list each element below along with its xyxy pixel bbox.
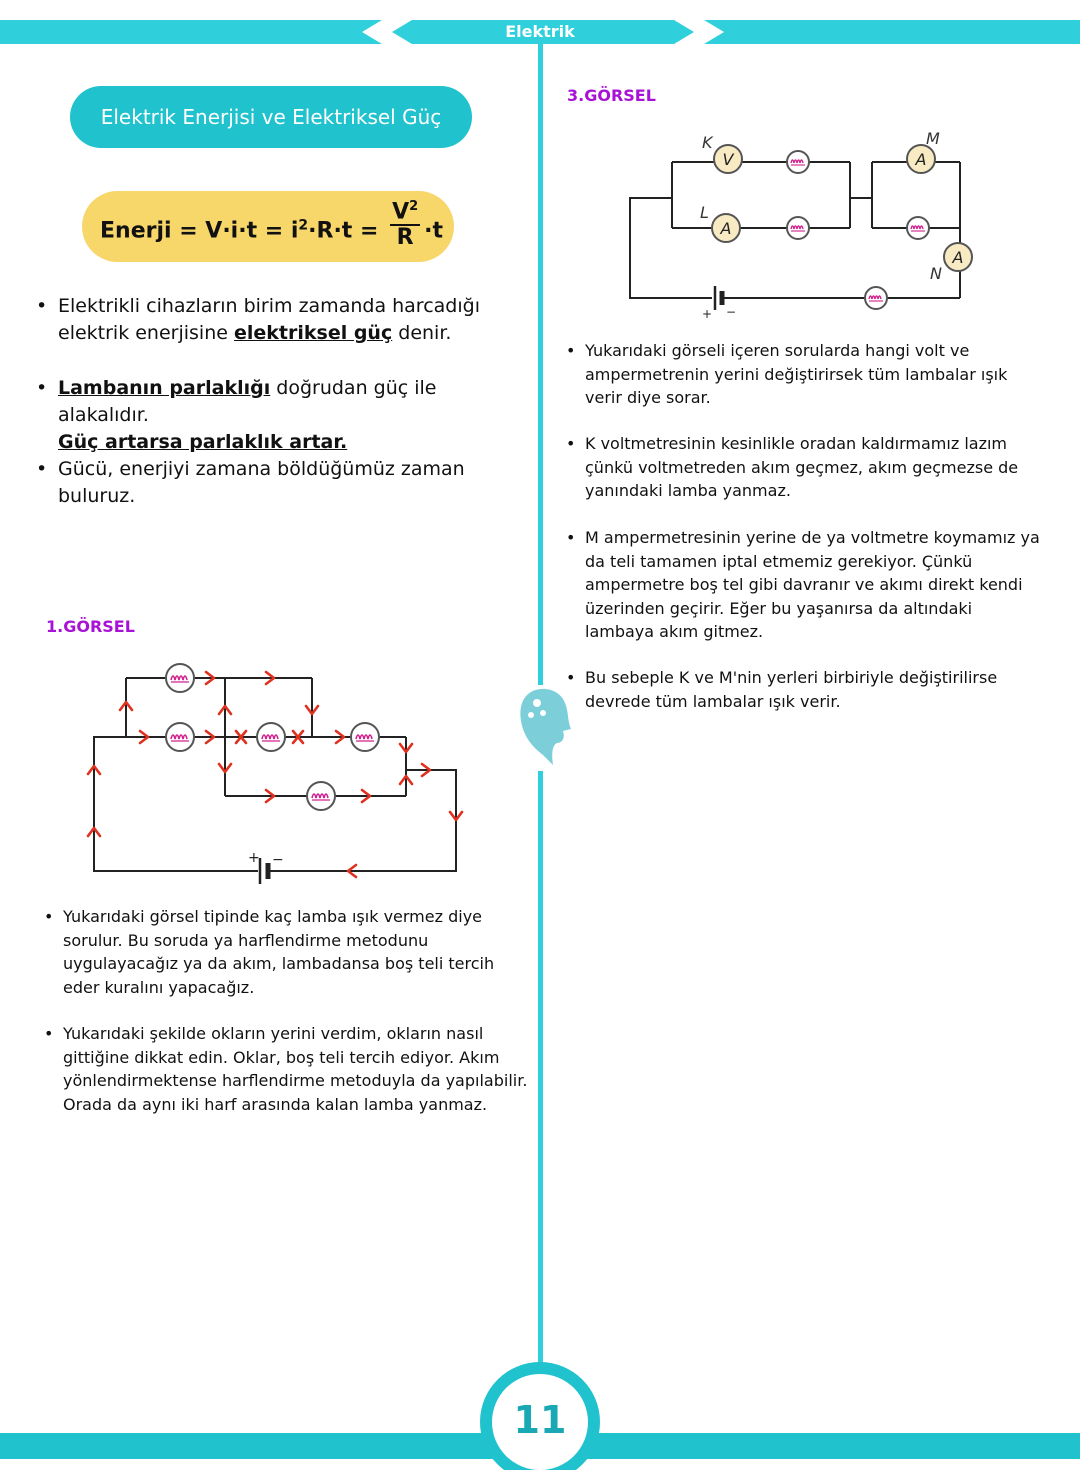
battery-plus: +	[248, 850, 260, 866]
lamp-2	[787, 217, 809, 239]
bullet-line: gittiğine dikkat edin. Oklar, boş teli tercih ediyor. Akım	[63, 1047, 500, 1067]
bullet-line: uygulayacağız ya da akım, lambadansa boş teli tercih	[63, 954, 495, 973]
fraction-denominator: R	[396, 225, 414, 251]
bullet-line: lambaya akım gitmez.	[585, 622, 764, 641]
formula-text	[100, 199, 444, 251]
lamp-1	[787, 151, 809, 173]
bullet-gorsel1-arrows	[44, 1022, 534, 1118]
label-L: L	[700, 203, 709, 222]
bullet-dot: •	[566, 668, 576, 687]
lamp-4	[865, 287, 887, 309]
lamp-2	[166, 723, 194, 751]
lamp-5	[307, 782, 335, 810]
bullet-line: K voltmetresinin kesinlikle oradan kaldırmamız lazım	[585, 434, 1007, 453]
bullet-dot: •	[36, 377, 48, 399]
bullet-text	[58, 375, 516, 456]
bullet-dot: •	[566, 341, 576, 360]
bullet-line: Yukarıdaki görsel tipinde kaç lamba ışık vermez diye	[63, 907, 482, 926]
battery-plus: +	[702, 307, 713, 321]
ammeter-M	[907, 145, 935, 173]
bullet-line-part: denir.	[392, 322, 452, 344]
bullet-line	[58, 429, 516, 456]
gorsel1-heading: 1.GÖRSEL	[46, 617, 135, 636]
section-title-pill: Elektrik Enerjisi ve Elektriksel Güç	[70, 86, 472, 148]
head-logo-icon	[513, 685, 573, 771]
bullet-line: M ampermetresinin yerine de ya voltmetre koymamız ya	[585, 528, 1040, 547]
bullet-line-part: doğrudan güç ile alakalıdır.	[58, 377, 437, 426]
lamp-4	[351, 723, 379, 751]
bullet-line: Yukarıdaki şekilde okların yerini verdim, okların nasıl	[63, 1024, 484, 1043]
meter-letter: A	[720, 219, 732, 238]
meter-letter: V	[722, 150, 734, 169]
formula-part-1: Enerji = V·i·t = i	[100, 218, 299, 244]
circuit-diagram-1	[80, 650, 480, 890]
bullet-line: devrede tüm lambalar ışık verir.	[585, 691, 841, 711]
bullet-dot: •	[44, 907, 54, 926]
formula-part-3: ·t	[424, 218, 444, 244]
bullet-line: Orada da aynı iki harf arasında kalan lamba yanmaz.	[63, 1094, 488, 1114]
bullet-line: üzerinden geçirir. Eğer bu yaşanırsa da altındaki	[585, 598, 973, 618]
bullet-dot: •	[36, 458, 48, 480]
formula-part-2: ·R·t =	[308, 218, 379, 244]
bullet-text: Gücü, enerjiyi zamana böldüğümüz zaman buluruz.	[58, 458, 465, 507]
bullet-gorsel3-question	[566, 339, 1046, 411]
bullet-line-part: elektrik enerjisine	[58, 322, 234, 344]
meter-letter: A	[915, 150, 927, 169]
ammeter-N	[944, 243, 972, 271]
fraction-numerator: V	[392, 199, 410, 225]
bullet-brightness	[36, 375, 516, 453]
bullet-conclusion	[566, 666, 1046, 716]
lamp-3	[907, 217, 929, 239]
bullet-gorsel1-question	[44, 905, 524, 1001]
bullet-dot: •	[566, 434, 576, 453]
bullet-line: sorulur. Bu soruda ya harflendirme metodunu	[63, 930, 429, 950]
bullet-dot: •	[44, 1024, 54, 1043]
bullet-ammeter-M	[566, 526, 1066, 646]
ammeter-L	[712, 214, 740, 242]
bullet-power-formula	[36, 456, 526, 507]
header-title: Elektrik	[505, 22, 575, 41]
bullet-line: Yukarıdaki görseli içeren sorularda hangi volt ve	[585, 341, 970, 360]
bullet-line: Elektrikli cihazların birim zamanda harcadığı	[58, 295, 480, 317]
gorsel3-heading: 3.GÖRSEL	[567, 86, 656, 105]
bullet-power-definition	[36, 293, 516, 353]
circuit-diagram-3	[620, 124, 980, 324]
bullet-line: ampermetre boş tel gibi davranır ve akımı direkt kendi	[585, 575, 1023, 594]
label-N: N	[930, 264, 942, 283]
lamp-1	[166, 664, 194, 692]
page-number: 11	[513, 1398, 567, 1442]
lamp-3	[257, 723, 285, 751]
formula-fraction	[390, 195, 420, 250]
bullet-line: yönlendirmektense harflendirme metoduyla da yapılabilir.	[63, 1071, 528, 1090]
bullet-line: Bu sebeple K ve M'nin yerleri birbiriyle değiştirilirse	[585, 668, 998, 687]
bullet-dot: •	[566, 528, 576, 547]
formula-sup: 2	[298, 217, 309, 234]
key-term: Lambanın parlaklığı	[58, 377, 271, 399]
bullet-voltmeter-K	[566, 432, 1046, 504]
bullet-line	[58, 320, 480, 347]
voltmeter-K	[714, 145, 742, 173]
fraction-sup: 2	[409, 199, 419, 214]
bullet-line: da teli tamamen iptal etmemiz gerekiyor. Çünkü	[585, 551, 973, 571]
label-K: K	[702, 133, 713, 152]
bullet-line: verir diye sorar.	[585, 388, 711, 407]
bullet-line: eder kuralını yapacağız.	[63, 977, 255, 997]
key-term: Güç artarsa parlaklık artar.	[58, 431, 348, 453]
bullet-line: ampermetrenin yerini değiştirirsek tüm lambalar ışık	[585, 364, 1008, 384]
bullet-line	[58, 375, 516, 429]
meter-letter: A	[952, 248, 964, 267]
energy-formula	[82, 191, 454, 262]
battery-minus: −	[726, 305, 737, 319]
bullet-text	[58, 293, 480, 347]
bullet-line: çünkü voltmetreden akım geçmez, akım geçmezse de	[585, 457, 1019, 477]
battery-minus: −	[272, 852, 284, 868]
bullet-line: yanındaki lamba yanmaz.	[585, 481, 791, 500]
bullet-dot: •	[36, 295, 48, 317]
key-term: elektriksel güç	[233, 322, 393, 344]
label-M: M	[926, 129, 940, 148]
